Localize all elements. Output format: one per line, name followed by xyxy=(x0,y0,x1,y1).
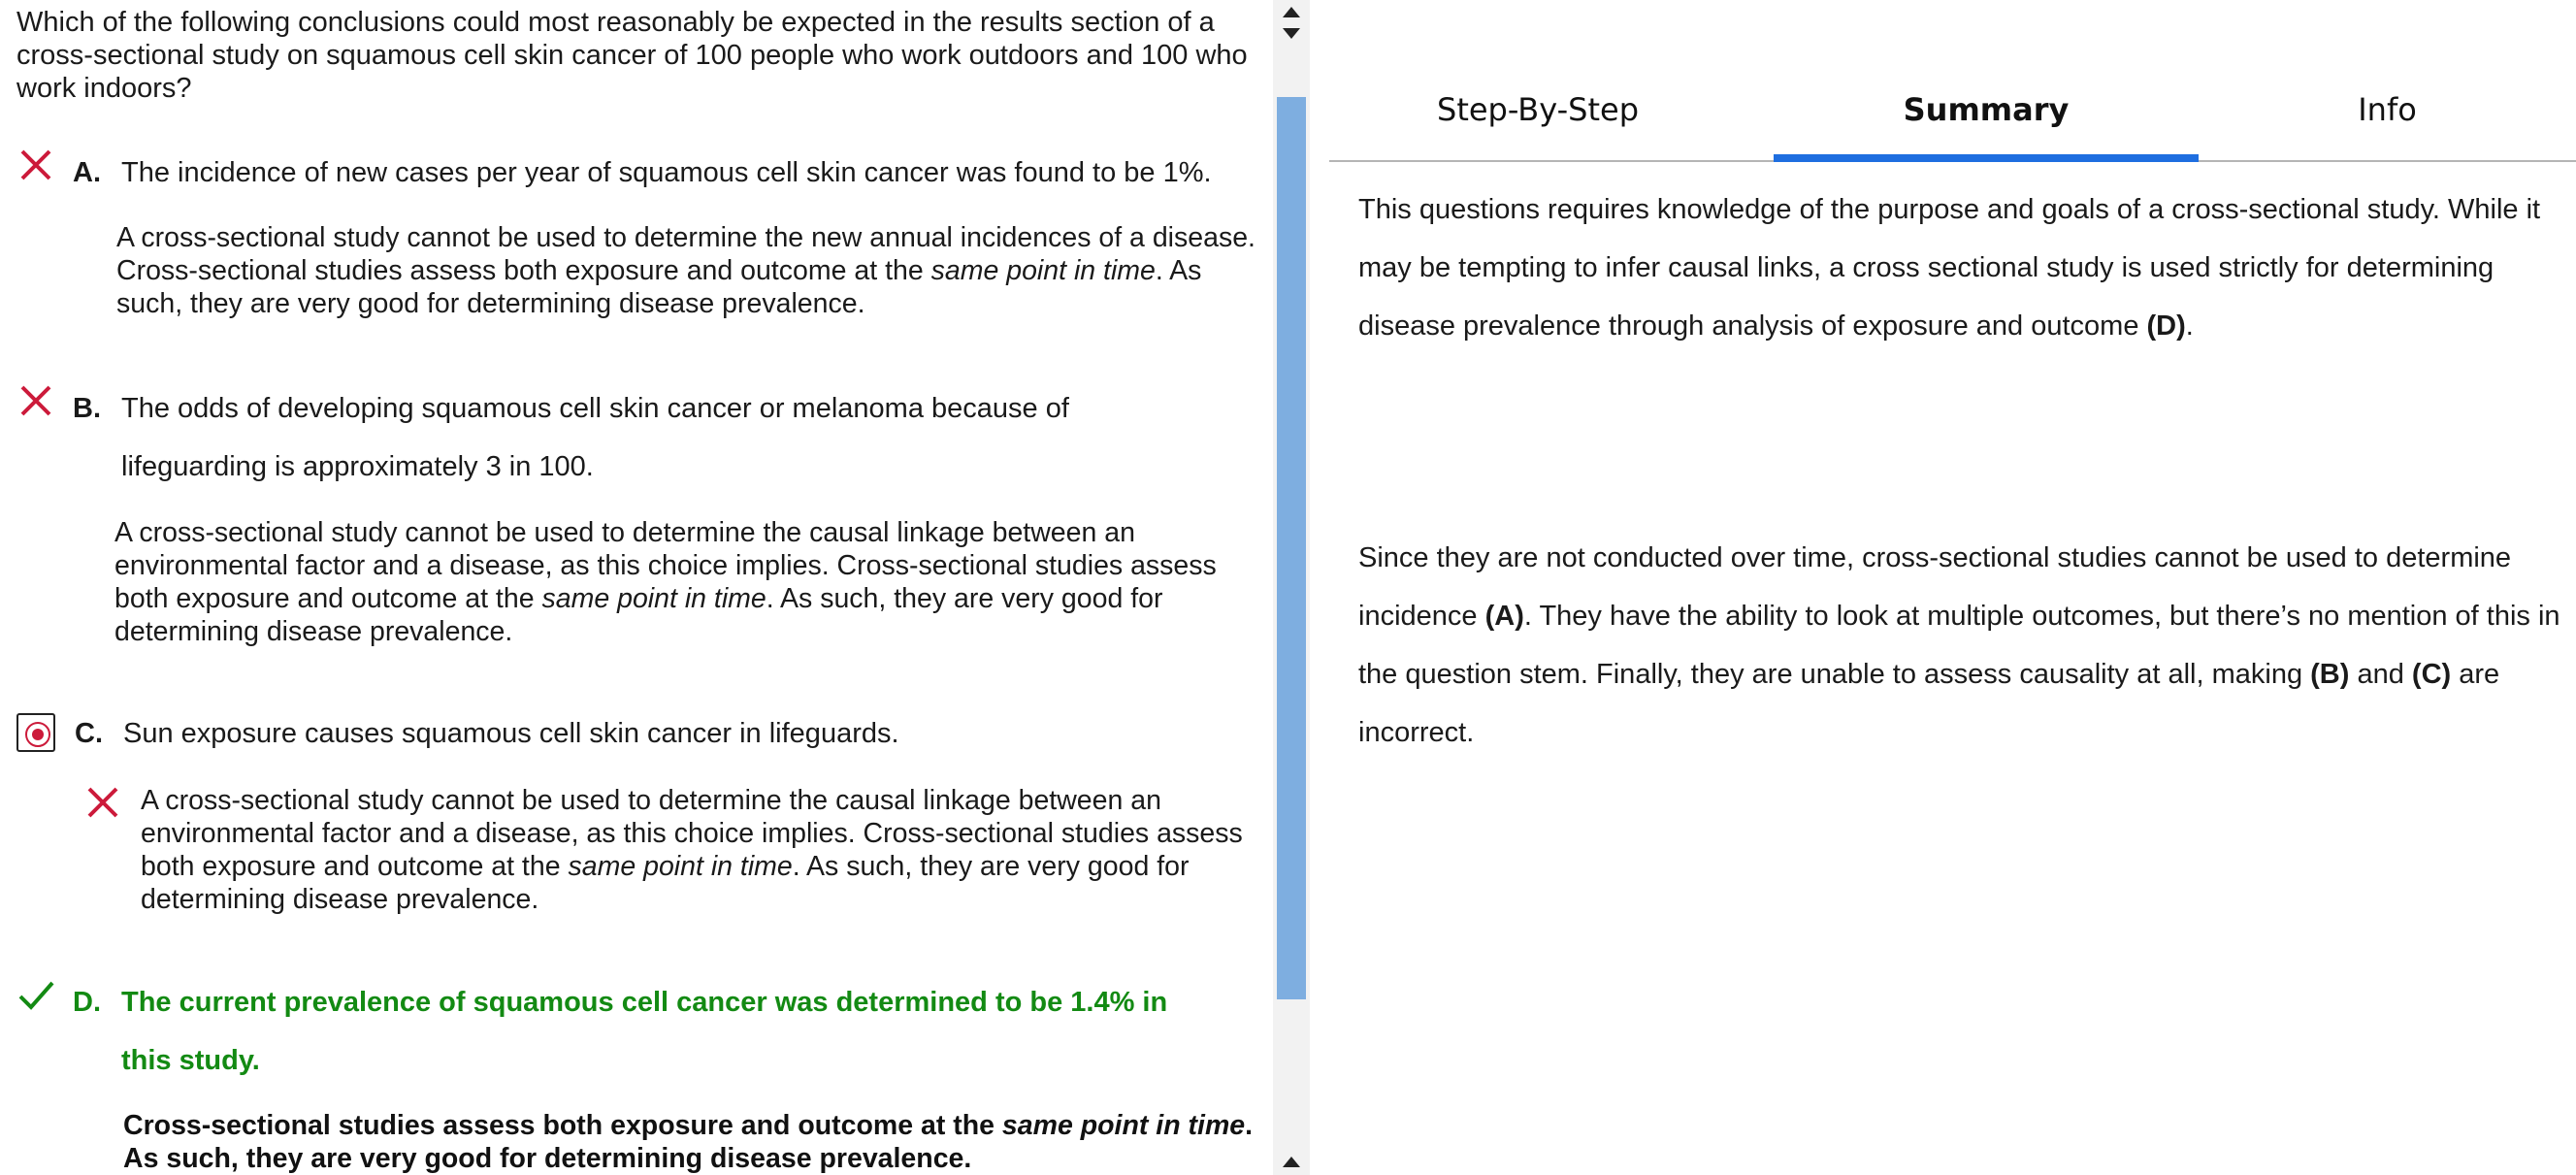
tab-summary-label: Summary xyxy=(1903,91,2070,128)
option-d-text-line2: this study. xyxy=(121,1045,260,1076)
question-panel xyxy=(0,0,1271,1175)
x-icon xyxy=(16,146,55,184)
tab-info[interactable]: Info xyxy=(2358,91,2417,128)
explanation-panel xyxy=(1310,0,2576,1175)
scrollbar-thumb[interactable] xyxy=(1277,97,1306,999)
question-text: Which of the following conclusions could most reasonably be expected in the results section of a cross-sectional study on squamous cell skin cancer of 100 people who work outdoors and 100 who work indoors? xyxy=(16,7,1248,104)
option-a-explanation: A cross-sectional study cannot be used to determine the new annual incidences of a disease. Cross-sectional studies assess both exposure and outcome at the same point in time. As such, they are very good for determining disease prevalence. xyxy=(116,222,1255,319)
scroll-down-arrow-icon[interactable] xyxy=(1277,21,1306,45)
tab-bar xyxy=(1329,82,2576,162)
option-d-letter: D. xyxy=(73,987,101,1018)
tab-step-by-step[interactable]: Step-By-Step xyxy=(1437,91,1639,128)
option-d-text-line1: The current prevalence of squamous cell cancer was determined to be 1.4% in xyxy=(121,987,1168,1018)
option-d-explanation: Cross-sectional studies assess both exposure and outcome at the same point in time. As such, they are very good for determining disease prevalence. xyxy=(123,1110,1254,1174)
x-icon xyxy=(83,783,122,822)
scroll-up-arrow-icon[interactable] xyxy=(1277,0,1306,23)
tab-summary[interactable] xyxy=(1774,82,2199,160)
scroll-up-arrow-icon[interactable] xyxy=(1277,1150,1306,1173)
option-c-text: Sun exposure causes squamous cell skin cancer in lifeguards. xyxy=(123,718,899,749)
option-b-letter: B. xyxy=(73,393,101,424)
option-a-letter: A. xyxy=(73,157,101,188)
x-icon xyxy=(16,381,55,420)
check-icon xyxy=(16,975,55,1014)
active-tab-indicator xyxy=(1774,154,2199,162)
scrollbar[interactable] xyxy=(1273,0,1310,1175)
summary-paragraph-2: Since they are not conducted over time, cross-sectional studies cannot be used to determine incidence (A). They have the ability to look at multiple outcomes, but there’s no mention of this in the question stem. Finally, they are unable to assess causality at all, making (B) and (C) are incorrect. xyxy=(1358,542,2560,748)
option-b-text-line2: lifeguarding is approximately 3 in 100. xyxy=(121,451,594,482)
option-a-text: The incidence of new cases per year of squamous cell skin cancer was found to be 1%. xyxy=(121,157,1212,188)
option-b-explanation: A cross-sectional study cannot be used to determine the causal linkage between an environmental factor and a disease, as this choice implies. Cross-sectional studies assess both exposure and outcome at the same point in time. As such, they are very good for determining disease prevalence. xyxy=(114,517,1217,647)
summary-paragraph-1: This questions requires knowledge of the purpose and goals of a cross-sectional study. While it may be tempting to infer causal links, a cross sectional study is used strictly for determining disease prevalence through analysis of exposure and outcome (D). xyxy=(1358,194,2541,342)
option-c-letter: C. xyxy=(75,718,103,749)
radio-selected-icon[interactable] xyxy=(16,713,55,752)
option-b-text-line1: The odds of developing squamous cell skin cancer or melanoma because of xyxy=(121,393,1069,424)
option-c-explanation: A cross-sectional study cannot be used to determine the causal linkage between an environmental factor and a disease, as this choice implies. Cross-sectional studies assess both exposure and outcome at the same point in time. As such, they are very good for determining disease prevalence. xyxy=(141,785,1243,915)
